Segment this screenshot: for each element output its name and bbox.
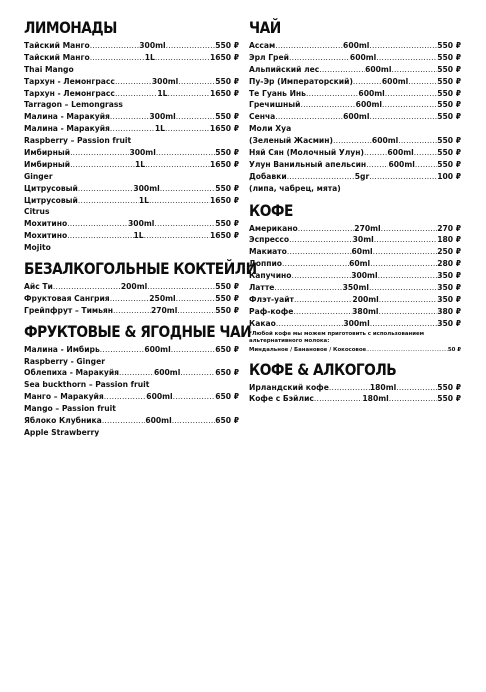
dot-leader	[78, 183, 133, 195]
menu-item-row	[249, 270, 461, 282]
item-volume: 300ml	[351, 271, 378, 281]
item-price: 550 ₽	[215, 305, 239, 315]
item-volume: 600ml	[343, 112, 370, 122]
menu-item-row	[249, 111, 461, 123]
dot-leader	[67, 218, 128, 230]
dot-leader	[414, 147, 437, 159]
dot-leader	[369, 171, 437, 183]
dot-leader	[353, 76, 382, 88]
item-price: 350 ₽	[437, 271, 461, 281]
menu-item-row	[249, 258, 461, 270]
menu-item-row	[249, 282, 461, 294]
dot-leader	[381, 223, 438, 235]
item-name: Доппио	[249, 259, 283, 269]
item-subtitle: Моли Хуа	[249, 124, 292, 134]
menu-item-row	[249, 306, 461, 318]
item-name: Сенча	[249, 112, 276, 122]
item-price: 550 ₽	[437, 40, 461, 50]
item-name: Мохитино	[24, 231, 68, 241]
menu-item-row	[24, 111, 239, 123]
item-subtitle: Tarragon – Lemongrass	[24, 100, 123, 110]
item-name: Ассам	[249, 40, 276, 50]
item-price: 270 ₽	[437, 223, 461, 233]
menu-section	[249, 18, 461, 195]
dot-leader	[370, 318, 438, 330]
menu-item-row	[24, 123, 239, 135]
dot-leader	[180, 367, 215, 379]
menu-item-row	[24, 88, 239, 100]
item-price: 550 ₽	[215, 40, 239, 50]
item-name: Раф-кофе	[249, 306, 294, 316]
section-heading: ЛИМОНАДЫ	[24, 18, 117, 37]
dot-leader	[294, 294, 352, 306]
item-name: Гречишный	[249, 100, 301, 110]
item-subtitle: Raspberry – Passion fruit	[24, 136, 132, 146]
section-heading: КОФЕ	[249, 200, 293, 220]
item-volume: 30ml	[352, 235, 374, 245]
dot-leader	[115, 88, 157, 100]
item-name: Американо	[249, 223, 298, 233]
dot-leader	[379, 306, 438, 318]
item-name: Манго – Маракуйя	[24, 392, 104, 402]
item-price: 550 ₽	[215, 282, 239, 292]
item-name: Грейпфрут – Тимьян	[24, 305, 114, 315]
dot-leader	[113, 305, 151, 317]
item-volume: 270ml	[150, 305, 178, 315]
item-price: 1650 ₽	[209, 52, 239, 62]
dot-leader	[293, 306, 352, 318]
item-price: 550 ₽	[437, 394, 461, 404]
item-volume: 600ml	[365, 64, 392, 74]
item-volume: 600ml	[343, 40, 370, 50]
item-volume: 60ml	[349, 259, 371, 269]
dot-leader	[370, 258, 437, 270]
item-price: 650 ₽	[215, 368, 239, 378]
menu-item-row	[249, 246, 461, 258]
dot-leader	[147, 281, 215, 293]
item-volume: 600ml	[381, 76, 409, 86]
item-name: (Зеленый Жасмин)	[249, 136, 333, 146]
dot-leader	[292, 270, 352, 282]
dot-leader	[70, 147, 129, 159]
dot-leader	[369, 111, 437, 123]
item-name: Мохитино	[24, 219, 68, 229]
item-subtitle: Thai Mango	[24, 64, 74, 74]
item-price: 550 ₽	[437, 148, 461, 157]
dot-leader	[160, 183, 215, 195]
item-volume: 60ml	[351, 247, 373, 257]
section-heading: КОФЕ & АЛКОГОЛЬ	[249, 359, 397, 379]
item-subtitle: Ginger	[24, 171, 53, 181]
dot-leader	[333, 135, 372, 147]
dot-leader	[382, 99, 437, 111]
section-heading: ЧАЙ	[249, 18, 281, 37]
dot-leader	[408, 76, 437, 88]
item-volume: 270ml	[354, 223, 381, 233]
item-price: 650 ₽	[215, 344, 239, 354]
menu-item-row	[249, 393, 461, 405]
dot-leader	[110, 293, 150, 305]
dot-leader	[275, 40, 343, 52]
item-volume: 300ml	[139, 40, 166, 50]
section-heading: БЕЗАЛКОГОЛЬНЫЕ КОКТЕЙЛИ	[24, 259, 257, 279]
item-name: Малина - Маракуйя	[24, 112, 110, 122]
dot-leader	[314, 393, 362, 405]
menu-item-row	[249, 147, 461, 159]
item-price: 180 ₽	[437, 235, 461, 245]
dot-leader	[165, 123, 210, 135]
item-price: 280 ₽	[437, 259, 461, 269]
item-name: Добавки	[249, 171, 287, 181]
menu-section	[249, 201, 461, 355]
item-name: Тархун - Лемонграсс	[24, 88, 115, 98]
menu-item-row	[249, 382, 461, 394]
item-name: Флэт-уайт	[249, 294, 294, 304]
dot-leader	[287, 171, 355, 183]
item-volume: 180ml	[362, 394, 389, 404]
item-price: 550 ₽	[215, 76, 239, 86]
item-name: Цитрусовый	[24, 183, 78, 193]
item-volume: 300ml	[128, 219, 155, 229]
dot-leader	[306, 88, 358, 100]
item-price: 1650 ₽	[209, 124, 239, 134]
menu-item-row	[249, 135, 461, 147]
menu-item-row	[24, 183, 239, 195]
item-volume: 600ml	[355, 100, 383, 110]
menu-item-row	[24, 52, 239, 64]
item-price: 550 ₽	[437, 88, 461, 98]
dot-leader	[149, 195, 210, 207]
dot-leader	[70, 159, 135, 171]
item-volume: 1L	[134, 159, 146, 169]
item-name: Облепиха - Маракуйя	[24, 368, 120, 378]
item-volume: 600ml	[387, 148, 414, 157]
dot-leader	[287, 246, 352, 258]
dot-leader	[376, 52, 437, 64]
item-price: 550 ₽	[215, 183, 239, 193]
item-volume: 600ml	[144, 344, 171, 354]
menu-item-row	[249, 223, 461, 235]
item-name: Тайский Манго	[24, 40, 90, 50]
menu-item-row	[249, 294, 461, 306]
dot-leader	[154, 218, 215, 230]
item-name: Капучино	[249, 271, 292, 281]
menu-section	[24, 18, 239, 254]
item-name: Пу-Эр (Императорский)	[249, 76, 353, 86]
item-name: Тархун - Лемонграсс	[24, 76, 115, 86]
dot-leader	[166, 40, 216, 52]
item-volume: 600ml	[349, 52, 377, 62]
item-name: Тайский Манго	[24, 52, 90, 62]
item-price: 550 ₽	[437, 52, 461, 62]
menu-left-column	[24, 18, 257, 444]
alt-milk-price: 50 ₽	[447, 346, 461, 353]
item-price: 550 ₽	[215, 148, 239, 157]
dot-leader	[379, 294, 437, 306]
item-price: 1650 ₽	[209, 195, 239, 205]
dot-leader	[391, 64, 437, 76]
item-price: 100 ₽	[437, 171, 461, 181]
item-volume: 300ml	[129, 148, 156, 157]
dot-leader	[275, 111, 343, 123]
menu-item-row	[24, 76, 239, 88]
menu-item-row	[24, 391, 239, 403]
item-price: 550 ₽	[437, 159, 461, 169]
menu-section	[24, 321, 252, 439]
dot-leader	[374, 234, 438, 246]
item-name: Няй Сян (Молочный Улун)	[249, 148, 364, 157]
dot-leader	[369, 40, 437, 52]
item-subtitle: Raspberry - Ginger	[24, 356, 105, 366]
item-volume: 300ml	[151, 76, 179, 86]
dot-leader	[289, 234, 353, 246]
item-volume: 300ml	[343, 318, 370, 328]
item-volume: 300ml	[133, 183, 160, 193]
item-name: Айс Ти	[24, 282, 53, 292]
item-volume: 600ml	[371, 136, 399, 146]
dot-leader	[156, 147, 215, 159]
item-price: 550 ₽	[437, 382, 461, 392]
item-name: Имбирный	[24, 148, 71, 157]
item-name: Яблоко Клубника	[24, 416, 102, 426]
menu-item-row	[24, 218, 239, 230]
dot-leader	[366, 345, 448, 355]
menu-item-row	[24, 415, 239, 427]
item-price: 350 ₽	[437, 318, 461, 328]
item-name: Латте	[249, 283, 275, 293]
item-name: Улун Ванильный апельсин	[249, 159, 367, 169]
dot-leader	[319, 64, 365, 76]
item-price: 350 ₽	[437, 283, 461, 293]
item-name: Имбирный	[24, 159, 71, 169]
section-heading: ФРУКТОВЫЕ & ЯГОДНЫЕ ЧАИ	[24, 321, 252, 341]
dot-leader	[155, 52, 210, 64]
alt-milk-row	[249, 345, 461, 355]
item-name: Малина - Имбирь	[24, 344, 100, 354]
item-price: 650 ₽	[215, 416, 239, 426]
dot-leader	[110, 123, 155, 135]
item-subtitle: Citrus	[24, 207, 50, 217]
dot-leader	[274, 282, 342, 294]
item-name: Те Гуань Инь	[249, 88, 306, 98]
dot-leader	[369, 282, 437, 294]
menu-item-row	[249, 159, 461, 171]
dot-leader	[90, 40, 140, 52]
item-price: 550 ₽	[437, 112, 461, 122]
menu-item-row	[249, 234, 461, 246]
menu-item-row	[24, 305, 239, 317]
dot-leader	[168, 88, 210, 100]
menu-right-column	[249, 18, 461, 410]
item-price: 1650 ₽	[209, 88, 239, 98]
item-price: 650 ₽	[215, 392, 239, 402]
item-price: 550 ₽	[437, 64, 461, 74]
dot-leader	[373, 246, 438, 258]
item-name: Какао	[249, 318, 276, 328]
dot-leader	[385, 88, 437, 100]
item-name: Цитрусовый	[24, 195, 78, 205]
dot-leader	[145, 159, 210, 171]
dot-leader	[276, 318, 344, 330]
item-volume: 200ml	[352, 294, 379, 304]
item-price: 550 ₽	[215, 293, 239, 303]
dot-leader	[110, 111, 149, 123]
dot-leader	[78, 195, 139, 207]
alt-milk-note: *Любой кофе мы можем приготовить с использованием альтернативного молока:	[249, 330, 425, 344]
item-volume: 1L	[154, 124, 165, 134]
dot-leader	[366, 159, 388, 171]
dot-leader	[364, 147, 387, 159]
item-volume: 380ml	[352, 306, 379, 316]
dot-leader	[378, 270, 438, 282]
menu-item-row	[249, 64, 461, 76]
item-subtitle: Mojito	[24, 243, 51, 253]
item-price: 1650 ₽	[209, 159, 239, 169]
item-subtitle: Sea buckthorn – Passion fruit	[24, 380, 150, 390]
menu-item-row	[249, 40, 461, 52]
item-volume: 1L	[133, 231, 144, 241]
menu-item-row	[24, 195, 239, 207]
dot-leader	[300, 99, 355, 111]
item-volume: 600ml	[358, 88, 385, 98]
dot-leader	[173, 391, 216, 403]
item-volume: 350ml	[342, 283, 369, 293]
menu-section	[24, 259, 257, 317]
menu-item-row	[24, 281, 239, 293]
dot-leader	[298, 223, 355, 235]
item-price: 350 ₽	[437, 294, 461, 304]
item-volume: 600ml	[145, 416, 172, 426]
item-volume: 1L	[157, 88, 168, 98]
dot-leader	[115, 76, 152, 88]
menu-item-row	[249, 52, 461, 64]
dot-leader	[144, 230, 210, 242]
dot-leader	[396, 382, 437, 394]
dot-leader	[102, 415, 146, 427]
menu-item-row	[24, 344, 239, 356]
menu-item-row	[249, 318, 461, 330]
item-subtitle: Mango – Passion fruit	[24, 404, 116, 414]
item-name: Эспрессо	[249, 235, 290, 245]
menu-item-row	[24, 40, 239, 52]
item-name: Эрл Грей	[249, 52, 289, 62]
dot-leader	[172, 415, 216, 427]
item-volume: 1L	[138, 195, 149, 205]
dot-leader	[104, 391, 147, 403]
item-volume: 600ml	[153, 368, 181, 378]
menu-section	[249, 360, 461, 406]
item-name: Макиато	[249, 247, 287, 257]
dot-leader	[177, 305, 215, 317]
item-volume: 1L	[144, 52, 155, 62]
item-volume: 300ml	[149, 112, 176, 122]
dot-leader	[329, 382, 370, 394]
item-price: 550 ₽	[437, 136, 461, 146]
menu-item-row	[24, 367, 239, 379]
item-name: Ирландский кофе	[249, 382, 329, 392]
item-price: 550 ₽	[215, 219, 239, 229]
dot-leader	[178, 76, 215, 88]
item-name: Малина - Маракуйя	[24, 124, 110, 134]
dot-leader	[398, 135, 437, 147]
menu-item-row	[249, 88, 461, 100]
menu-item-row	[24, 159, 239, 171]
dot-leader	[389, 393, 437, 405]
dot-leader	[100, 344, 145, 356]
item-name: Кофе с Бэйлис	[249, 394, 314, 404]
dot-leader	[282, 258, 349, 270]
item-subtitle: (липа, чабрец, мята)	[249, 183, 341, 193]
item-price: 550 ₽	[215, 112, 239, 122]
item-price: 250 ₽	[437, 247, 461, 257]
item-price: 380 ₽	[437, 306, 461, 316]
alt-milk-name: Миндальное / Банановое / Кокосовое	[249, 346, 367, 353]
item-volume: 5gr	[354, 171, 370, 181]
menu-item-row	[249, 99, 461, 111]
item-price: 1650 ₽	[209, 231, 239, 241]
item-volume: 180ml	[369, 382, 397, 392]
dot-leader	[176, 293, 216, 305]
menu-item-row	[24, 230, 239, 242]
menu-item-row	[249, 76, 461, 88]
menu-item-row	[24, 147, 239, 159]
item-volume: 600ml	[146, 392, 173, 402]
item-volume: 250ml	[149, 293, 176, 303]
item-volume: 600ml	[388, 159, 415, 169]
item-subtitle: Apple Strawberry	[24, 427, 100, 437]
menu-item-row	[249, 171, 461, 183]
item-volume: 200ml	[120, 282, 148, 292]
dot-leader	[171, 344, 216, 356]
dot-leader	[90, 52, 145, 64]
item-price: 550 ₽	[437, 76, 461, 86]
dot-leader	[53, 281, 121, 293]
dot-leader	[67, 230, 133, 242]
dot-leader	[289, 52, 350, 64]
item-price: 550 ₽	[437, 100, 461, 110]
item-name: Фруктовая Сангрия	[24, 293, 110, 303]
menu-item-row	[24, 293, 239, 305]
item-name: Альпийский лес	[249, 64, 320, 74]
dot-leader	[176, 111, 215, 123]
dot-leader	[415, 159, 437, 171]
dot-leader	[119, 367, 154, 379]
